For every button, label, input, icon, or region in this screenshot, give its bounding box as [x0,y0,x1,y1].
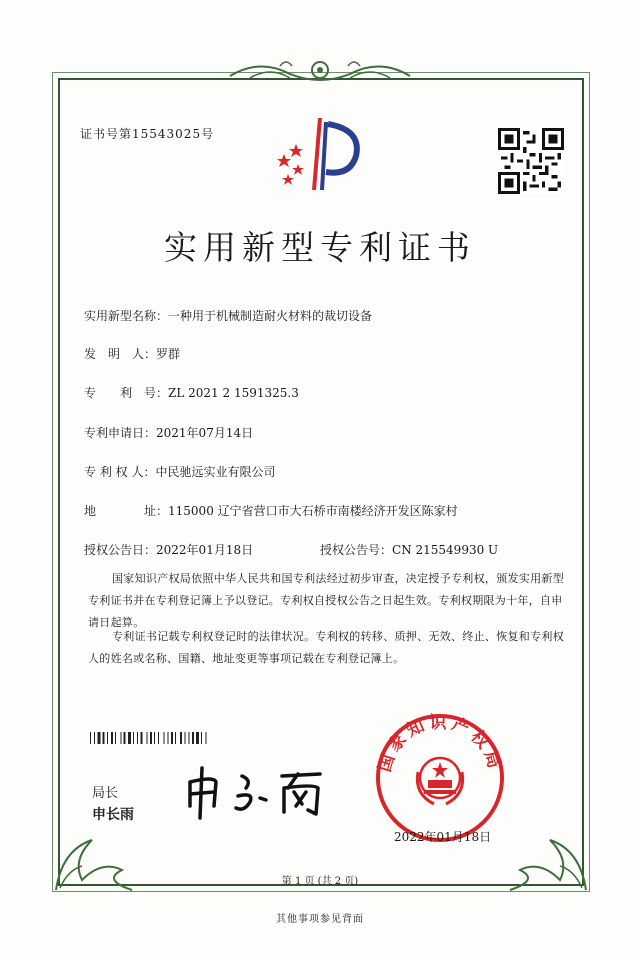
field-label: 授权公告日： [84,543,157,557]
director-name: 申长雨 [92,807,134,823]
field-value: ZL 2021 2 1591325.3 [168,386,299,400]
statement-paragraph-1: 国家知识产权局依照中华人民共和国专利法经过初步审查，决定授予专利权，颁发实用新型专利证书并在专利登记簿上予以登记。专利权自授权公告之日起生效。专利权期限为十年，自申请日起算。 [88,572,564,629]
page-number: 第 1 页 (共 2 页) [281,876,359,887]
field-announce-date [84,541,253,558]
top-ornament-icon [220,56,420,90]
statement-paragraph-2: 专利证书记载专利权登记时的法律状况。专利权的转移、质押、无效、终止、恢复和专利权人的姓名或名称、国籍、地址变更等事项记载在专利登记簿上。 [88,630,564,665]
director-title: 局长 [92,786,119,801]
field-patent-number [84,384,299,401]
field-value: 中民驰远实业有限公司 [155,465,276,479]
field-inventor [84,345,180,362]
issue-date: 2022年01月18日 [394,830,492,844]
official-seal-icon [374,712,506,844]
field-model-name [84,307,372,324]
field-value: 2022年01月18日 [156,543,254,557]
certificate-number: 证书号第15543025号 [80,127,215,141]
field-label: 地 址： [84,504,169,518]
field-address [84,502,458,519]
field-announce-number [320,541,498,558]
field-value: CN 215549930 U [392,543,499,557]
field-label: 专利申请日： [84,426,157,440]
field-label: 授权公告号： [320,543,393,557]
certificate-title: 实用新型专利证书 [164,228,476,267]
field-label: 实用新型名称： [84,309,169,323]
field-value: 115000 辽宁省营口市大石桥市南楼经济开发区陈家村 [168,504,458,518]
field-label: 专 利 权 人： [84,465,156,479]
director-signature-icon [180,762,330,822]
field-value: 罗群 [156,347,181,361]
barcode-icon [90,732,270,744]
seal-text: 国家知识产权局 [374,713,506,775]
field-label: 专 利 号： [84,386,169,400]
field-value: 2021年07月14日 [156,426,254,440]
footer-note: 其他事项参见背面 [276,914,364,925]
field-patentee [84,463,275,480]
cnipa-logo-icon [270,110,370,200]
field-filing-date [84,424,253,441]
qr-code-icon [498,128,564,194]
field-value: 一种用于机械制造耐火材料的裁切设备 [168,309,373,323]
field-label: 发 明 人： [84,347,157,361]
